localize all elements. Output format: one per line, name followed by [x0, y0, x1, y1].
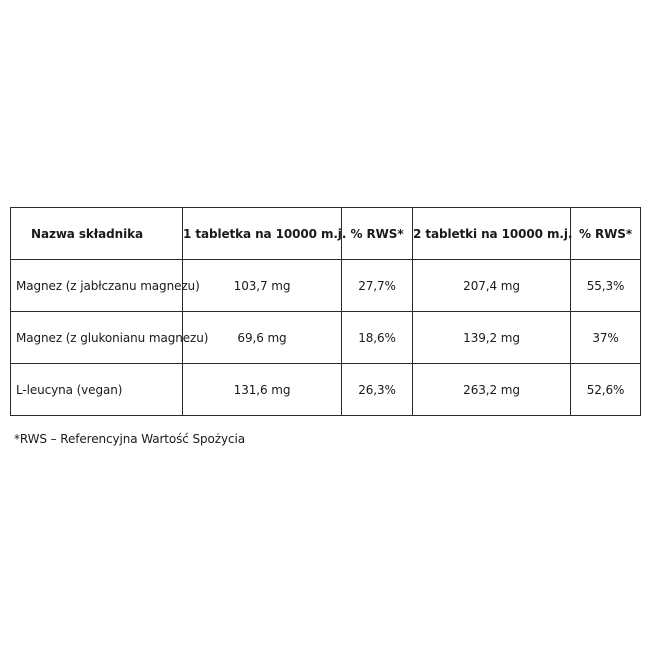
- ingredient-name: L-leucyna (vegan): [11, 364, 183, 416]
- amount-two-tablets: 263,2 mg: [413, 364, 571, 416]
- rws-one-tablet: 27,7%: [342, 260, 413, 312]
- rws-two-tablets: 37%: [571, 312, 641, 364]
- amount-one-tablet: 69,6 mg: [183, 312, 342, 364]
- header-ingredient-name: Nazwa składnika: [11, 208, 183, 260]
- header-rws-one: % RWS*: [342, 208, 413, 260]
- table-row: [11, 312, 641, 364]
- rws-two-tablets: 52,6%: [571, 364, 641, 416]
- header-rws-two: % RWS*: [571, 208, 641, 260]
- table-header-row: [11, 208, 641, 260]
- footnote-rws: *RWS – Referencyjna Wartość Spożycia: [14, 432, 245, 446]
- header-one-tablet: 1 tabletka na 10000 m.j.: [183, 208, 342, 260]
- table-row: [11, 364, 641, 416]
- rws-one-tablet: 18,6%: [342, 312, 413, 364]
- ingredient-table: [10, 207, 641, 416]
- table-row: [11, 260, 641, 312]
- amount-two-tablets: 139,2 mg: [413, 312, 571, 364]
- ingredient-name: Magnez (z jabłczanu magnezu): [11, 260, 183, 312]
- amount-two-tablets: 207,4 mg: [413, 260, 571, 312]
- header-two-tablets: 2 tabletki na 10000 m.j.: [413, 208, 571, 260]
- amount-one-tablet: 131,6 mg: [183, 364, 342, 416]
- ingredient-table-container: [10, 207, 641, 416]
- ingredient-name: Magnez (z glukonianu magnezu): [11, 312, 183, 364]
- rws-two-tablets: 55,3%: [571, 260, 641, 312]
- rws-one-tablet: 26,3%: [342, 364, 413, 416]
- amount-one-tablet: 103,7 mg: [183, 260, 342, 312]
